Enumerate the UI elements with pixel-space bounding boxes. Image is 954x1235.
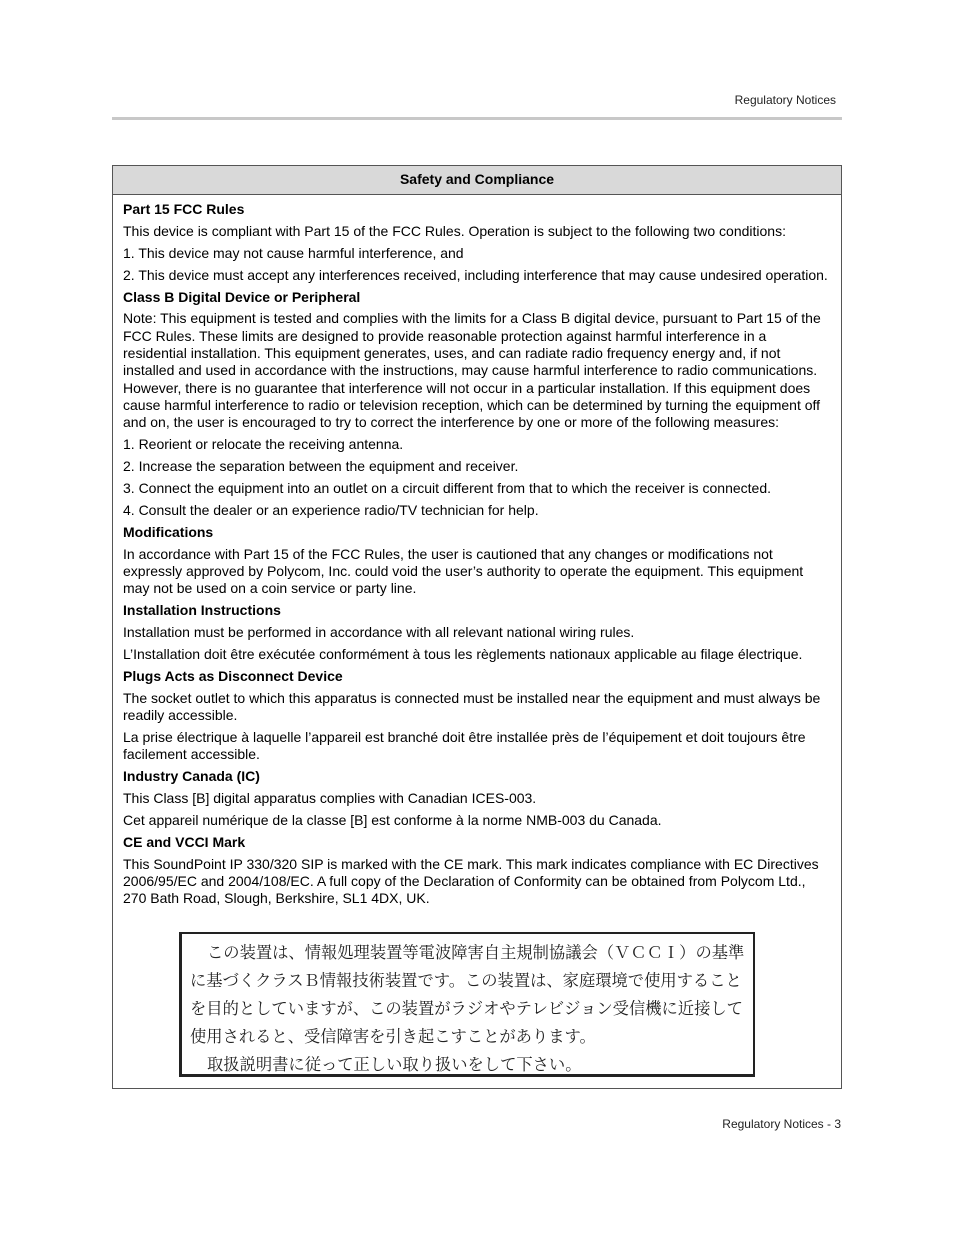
paragraph: In accordance with Part 15 of the FCC Rules, the user is cautioned that any changes or modifications not expressly approved by Polycom, Inc. could void the user’s authority to operate the equipment. This equipment may not be used on a coin service or party line.	[123, 545, 804, 597]
paragraph: Installation must be performed in accordance with all relevant national wiring rules.	[123, 623, 635, 640]
list-item: 4. Consult the dealer or an experience radio/TV technician for help.	[123, 501, 539, 518]
page-footer: Regulatory Notices - 3	[722, 1117, 841, 1131]
list-item: 3. Connect the equipment into an outlet on a circuit different from that to which the receiver is connected.	[123, 479, 771, 496]
section-heading: Class B Digital Device or Peripheral	[123, 288, 361, 305]
vcci-notice-image	[179, 932, 755, 1077]
section-heading: Modifications	[123, 523, 214, 540]
section-heading: Part 15 FCC Rules	[123, 201, 245, 217]
list-item: 1. Reorient or relocate the receiving antenna.	[123, 436, 404, 453]
paragraph: Note: This equipment is tested and complies with the limits for a Class B digital device, pursuant to Part 15 of the FCC Rules. These limits are designed to provide reasonable protection against harmful interference in a residential installation. This equipment generates, uses, and can radiate radio frequency energy and, if not installed and used in accordance with the instructions, may cause harmful interference to radio communications. However, there is no guarantee that interference will not occur in a particular installation. If this equipment does cause harmful interference to radio or television reception, which can be determined by turning the equipment off and on, the user is encouraged to try to correct the interference by one or more of the following measures:	[123, 310, 821, 431]
paragraph: L’Installation doit être exécutée conformément à tous les règlements nationaux applicable au filage électrique.	[123, 645, 803, 662]
paragraph: La prise électrique à laquelle l’appareil est branché doit être installée près de l’équipement et doit toujours être facilement accessible.	[123, 728, 806, 763]
table-body	[113, 195, 841, 907]
list-item: 2. Increase the separation between the equipment and receiver.	[123, 458, 519, 475]
vcci-line: この装置は、情報処理装置等電波障害自主規制協議会（ＶＣＣＩ）の基準	[207, 943, 745, 962]
paragraph: The socket outlet to which this apparatus is connected must be installed near the equipment and must always be readily accessible.	[123, 689, 821, 723]
vcci-line: 取扱説明書に従って正しい取り扱いをして下さい。	[207, 1055, 582, 1074]
paragraph: This SoundPoint IP 330/320 SIP is marked with the CE mark. This mark indicates compliance with EC Directives 2006/95/EC and 2004/108/EC. A full copy of the Declaration of Conformity can be obtained from Polycom Ltd., 270 Bath Road, Slough, Berkshire, SL1 4DX, UK.	[123, 855, 819, 907]
vcci-line: に基づくクラスＢ情報技術装置です。この装置は、家庭環境で使用すること	[190, 971, 742, 990]
section-heading: CE and VCCI Mark	[123, 833, 246, 850]
paragraph: Cet appareil numérique de la classe [B] est conforme à la norme NMB-003 du Canada.	[123, 811, 662, 828]
table-title: Safety and Compliance	[113, 166, 841, 195]
safety-compliance-table	[112, 165, 842, 1089]
list-item: 2. This device must accept any interferences received, including interference that may cause undesired operation.	[123, 266, 828, 283]
section-heading: Industry Canada (IC)	[123, 768, 260, 784]
vcci-line: を目的としていますが、この装置がラジオやテレビジョン受信機に近接して	[190, 999, 743, 1018]
vcci-line: 使用されると、受信障害を引き起こすことがあります。	[190, 1027, 596, 1046]
list-item: 1. This device may not cause harmful interference, and	[123, 244, 464, 261]
paragraph: This device is compliant with Part 15 of the FCC Rules. Operation is subject to the following two conditions:	[123, 222, 786, 239]
section-heading: Installation Instructions	[123, 602, 281, 619]
header-rule	[112, 117, 842, 120]
section-heading: Plugs Acts as Disconnect Device	[123, 667, 343, 684]
paragraph: This Class [B] digital apparatus complies with Canadian ICES-003.	[123, 789, 537, 806]
running-header: Regulatory Notices	[734, 93, 836, 107]
